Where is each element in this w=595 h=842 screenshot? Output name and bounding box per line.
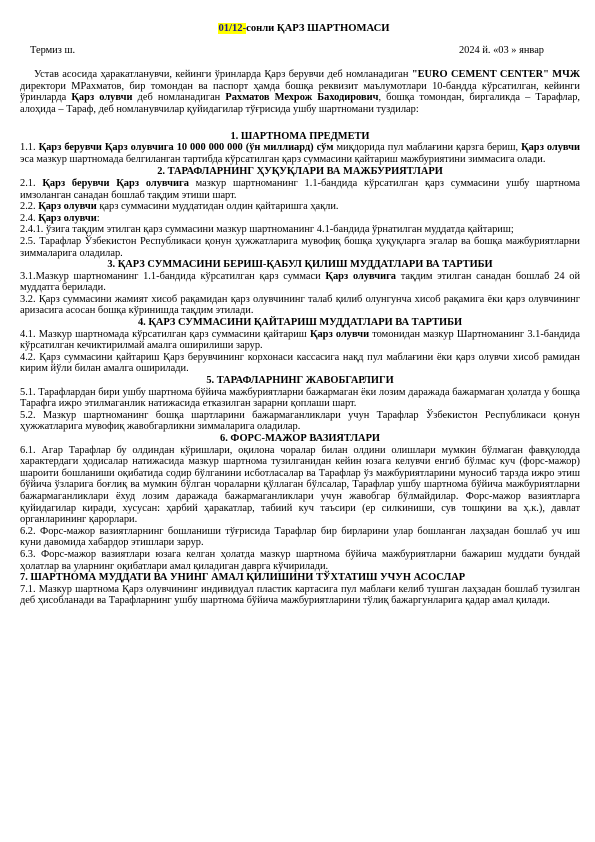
clause-number: 2.1.	[20, 177, 43, 189]
clause-6-3: 6.3. Форс-мажор вазиятлари юзага келган ҳолатда мазкур шартнома бўйича мажбуриятларни бажариш муддати бундай ҳолатлар ва уларнинг оқибатлари амал қиладиган даврга кўчирилади.	[20, 548, 580, 572]
intro-paragraph	[20, 69, 580, 115]
clause-2-2	[20, 201, 580, 213]
clause-bold: Қарз олувчи	[309, 328, 370, 340]
section-7-heading: 7. ШАРТНОМА МУДДАТИ ВА УНИНГ АМАЛ ҚИЛИШИНИ ТЎХТАТИШ УЧУН АСОСЛАР	[20, 572, 466, 584]
clause-bold: Қарз олувчи	[38, 201, 97, 213]
clause-number: 2.2.	[20, 201, 39, 213]
clause-text: томонидан мазкур Шартноманинг 3.1-бандида кўрсатилган кечиктирилмай амалга оширилиши зарур.	[20, 328, 580, 352]
clause-bold: Қарз олувчига	[325, 270, 397, 282]
clause-text: миқдорида пул маблағини қарзга бериш,	[333, 142, 522, 154]
clause-6-1: 6.1. Агар Тарафлар бу олдиндан кўришлари, оқилона чоралар билан олдини олишлари мумкин бўлмаган фавқулодда характердаги ҳодисалар натижасида мазкур шартнома тузилганидан кейин юзага келувчи енгиб бўлмас куч (форс-мажор) шароити бошланиши оқибатида содир бўлганини исботласалар ва Тарафлар ўз мажбуриятларини муносиб тарзда ижро этиш бўйича ўзларига боғлиқ ва мумкин бўлган чораларни қўллаган бўлсалар, Тарафлар ушбу шартнома бўйича мажбуриятларни бажармаганликлари ёхуд лозим даражада бажармаганликлари учун жавобгар бўлмайдилар. Форс-мажор вазиятларга қуйидагилар киради, хусусан: ҳарбий ҳаракатлар, табиий куч таъсири (ер силкиниши, сув тошқини ва ҳ.к.), давлат органларининг қарорлари.	[20, 444, 580, 526]
clause-text: тақдим этилган санадан бошлаб 24 ой муддатга берилади.	[20, 270, 580, 294]
clause-text: :	[96, 212, 100, 224]
section-2-heading: 2. ТАРАФЛАРНИНГ ҲУҚУҚЛАРИ ВА МАЖБУРИЯТЛАРИ	[157, 166, 443, 178]
clause-bold: Қарз берувчи Қарз олувчига	[42, 177, 189, 189]
clause-5-2: 5.2. Мазкур шартноманинг бошқа шартларини бажармаганликлари учун Тарафлар Ўзбекистон Республикаси қонун ҳужжатларига мувофиқ жавобгарликни зиммаларига оладилар.	[20, 409, 580, 433]
clause-text: 4.1. Мазкур шартномада кўрсатилган қарз суммасини қайтариш	[20, 328, 310, 340]
intro-text-2: директори МРахматов, бир томондан ва паспорт ҳамда бошқа реквизит маълумотлари 10-бандда кўрсатилган, кейинги ўринларда	[20, 80, 580, 104]
clause-3-1	[20, 271, 580, 294]
clause-number: 1.1.	[20, 142, 39, 154]
place-date-row	[20, 45, 580, 57]
clause-4-2: 4.2. Қарз суммасини қайтариш Қарз берувчининг корхонаси кассасига нақд пул маблағини ёки қарз олувчи хисоб рамидан кирим йўли билан амалга оширилади.	[20, 351, 580, 375]
contract-title	[20, 23, 580, 35]
clause-text: эса мазкур шартномада белгиланган тартибда кўрсатилган қарз суммасини қайтариш мажбуриятини зиммасига олади.	[20, 153, 546, 165]
clause-text: мазкур шартноманинг 1.1-бандида кўрсатилган қарз суммасини ушбу шартнома имзоланган санадан бошлаб тақдим этиши шарт.	[20, 177, 581, 201]
clause-6-2: 6.2. Форс-мажор вазиятларнинг бошланиши тўғрисида Тарафлар бир бирларини улар бошланган лаҳзадан бошлаб уч иш куни давомида хабардор этишлари зарур.	[20, 525, 580, 549]
clause-2-4	[20, 213, 580, 225]
date: 2024 й. «03 » январ	[458, 44, 544, 56]
intro-text-1: Устав асосида ҳаракатланувчи, кейинги ўринларда Қарз берувчи деб номланадиган	[34, 69, 412, 81]
clause-2-5: 2.5. Тарафлар Ўзбекистон Республикаси қонун ҳужжатларига мувофиқ бошқа ҳуқуқларга эгалар ва бошқа мажбуриятларни зиммаларига оладилар.	[20, 235, 580, 259]
clause-text: қарз суммасини муддатидан олдин қайтаришга ҳақли.	[96, 201, 339, 213]
clause-5-1: 5.1. Тарафлардан бири ушбу шартнома бўйича мажбуриятларни бажармаган ёки лозим даражада бажармаган ҳолатда у бошқа Тарафга ижро этилмаганлик натижасида етказилган зарарни қоплаши шарт.	[20, 386, 580, 410]
section-1-heading: 1. ШАРТНОМА ПРЕДМЕТИ	[230, 130, 370, 142]
clause-3-2: 3.2. Қарз суммасини жамият хисоб рақамидан қарз олувчининг талаб қилиб олунгунча хисоб рақамига ёки қарз олувчининг аризасига асосан бошқа кўринишда тақдим этилади.	[20, 293, 580, 317]
clause-2-1	[20, 178, 580, 201]
clause-bold: Қарз олувчи	[38, 212, 97, 224]
contract-number: 01/12-	[218, 23, 247, 34]
place: Термиз ш.	[30, 44, 76, 56]
clause-bold: Қарз олувчи	[521, 142, 580, 154]
intro-text-4: , бошқа томондан, биргаликда – Тарафлар, алоҳида – Тараф, деб номланувчилар қуйидагилар тўғрисида ушбу шартномани туздилар:	[20, 92, 581, 115]
clause-4-1	[20, 329, 580, 352]
contract-title-text: сонли ҚАРЗ ШАРТНОМАСИ	[246, 23, 390, 34]
section-4-heading: 4. ҚАРЗ СУММАСИНИ ҚАЙТАРИШ МУДДАТЛАРИ ВА ТАРТИБИ	[137, 317, 463, 329]
clause-text: 3.1.Мазкур шартноманинг 1.1-бандида кўрсатилган қарз суммаси	[20, 270, 326, 282]
section-3-heading: 3. ҚАРЗ СУММАСИНИ БЕРИШ-ҚАБУЛ ҚИЛИШ МУДДАТЛАРИ ВА ТАРТИБИ	[107, 259, 493, 271]
clause-bold: Қарз берувчи Қарз олувчига 10 000 000 000 (ўн миллиард) сўм	[38, 142, 334, 154]
clause-2-4-1: 2.4.1. ўзига тақдим этилган қарз суммасини мазкур шартноманинг 4.1-бандида ўрнатилган муддатда қайтариш;	[20, 224, 514, 236]
section-6-heading: 6. ФОРС-МАЖОР ВАЗИЯТЛАРИ	[220, 433, 380, 444]
intro-text-3: деб номланадиган	[132, 92, 226, 104]
section-5-heading: 5. ТАРАФЛАРНИНГ ЖАВОБГАРЛИГИ	[206, 375, 394, 387]
borrower-label: Қарз олувчи	[71, 92, 133, 104]
clause-1-1	[20, 142, 580, 165]
clause-7-1: 7.1. Мазкур шартнома Қарз олувчининг индивидуал пластик картасига пул маблағи келиб тушган лаҳзадан бошлаб тузилган деб ҳисобланади ва Тарафларнинг ушбу шартнома бўйича мажбуриятларини тўлиқ бажаргунларига қадар амал қилади.	[20, 583, 580, 607]
clause-number: 2.4.	[20, 212, 39, 224]
borrower-name: Рахматов Мехрож Баходирович	[225, 92, 379, 104]
lender-company: "EURO CEMENT CENTER" МЧЖ	[411, 69, 581, 81]
